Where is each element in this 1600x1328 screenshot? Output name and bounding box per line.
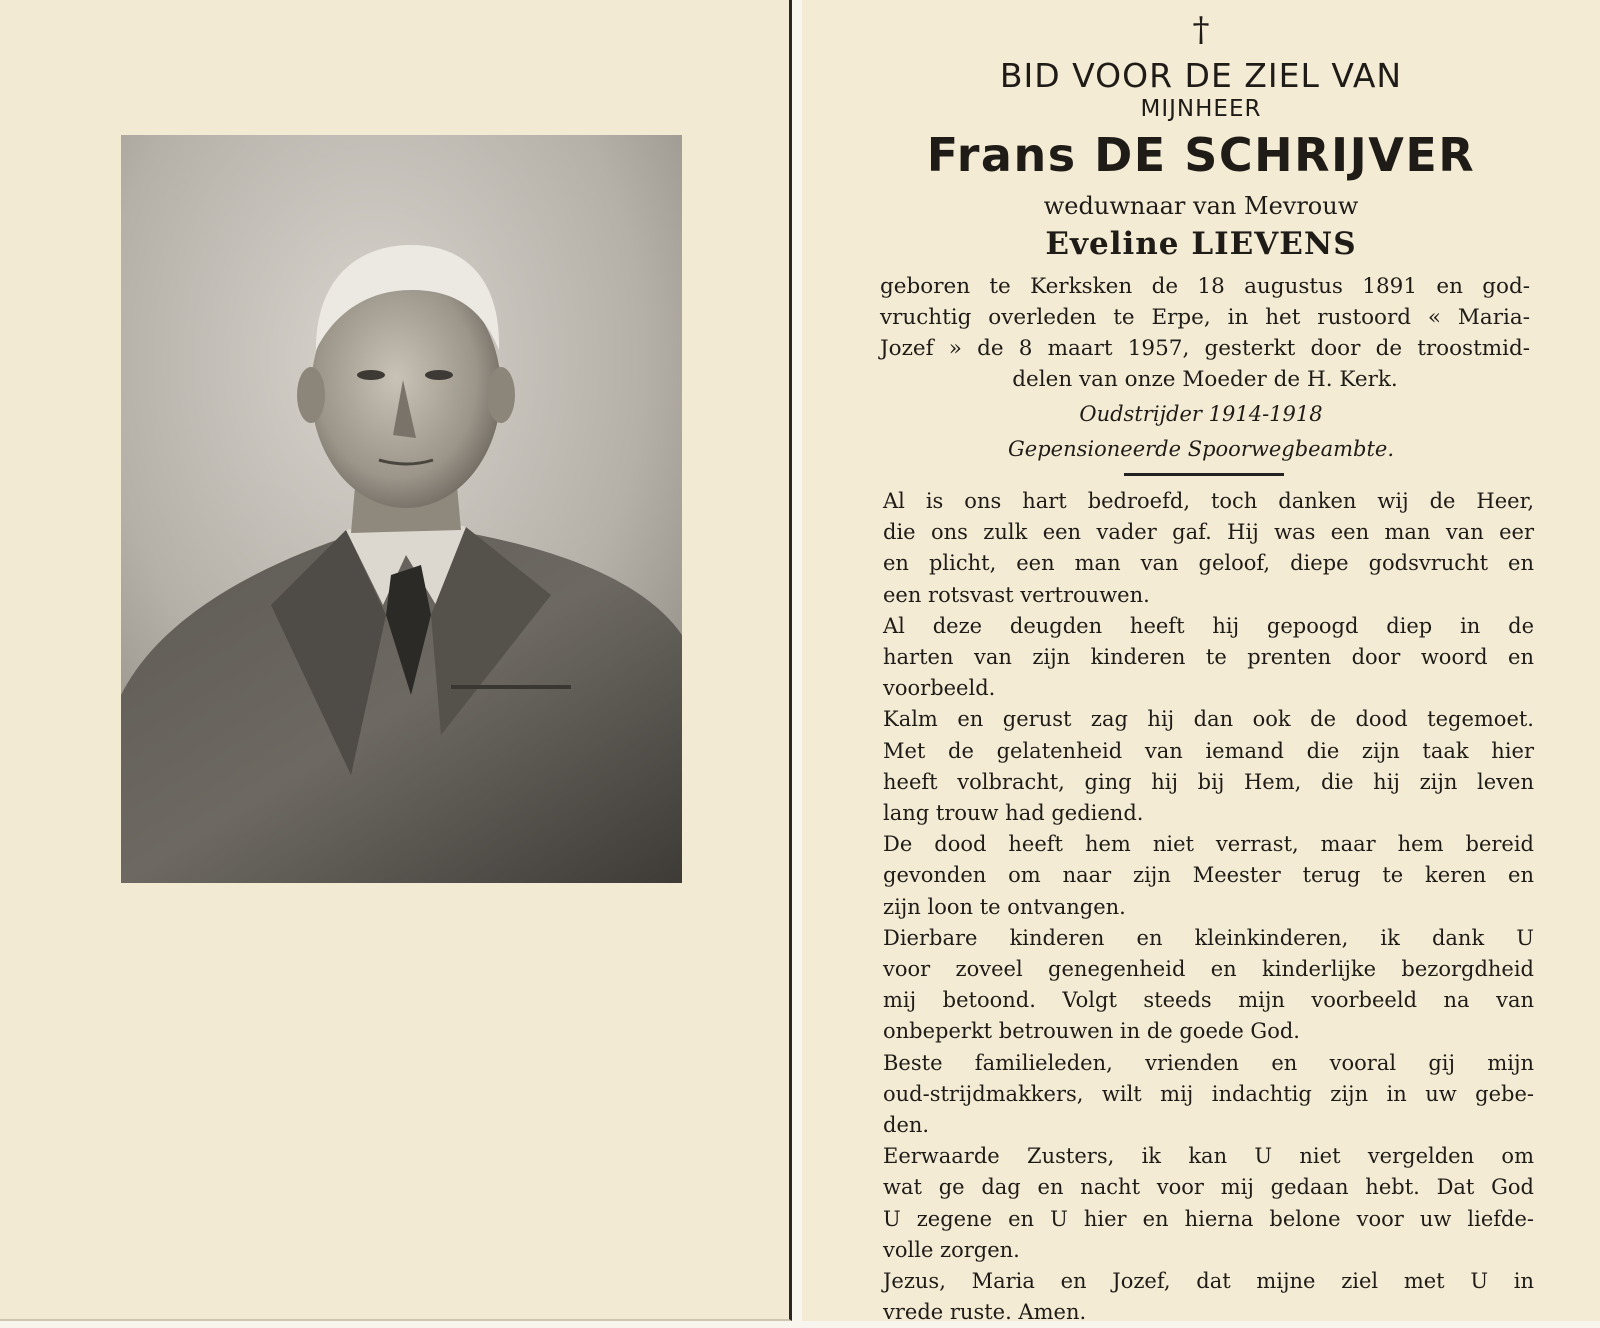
body-line: oud-strijdmakkers, wilt mij indachtig zijn in uw gebe- (883, 1081, 1534, 1106)
body-line: en plicht, een man van geloof, diepe godsvrucht en (883, 551, 1534, 576)
wife-name: Eveline LIEVENS (1045, 226, 1357, 262)
birth-line: Jozef » de 8 maart 1957, gesterkt door de troostmid- (880, 336, 1530, 361)
body-line: vrede ruste. Amen. (883, 1300, 1087, 1325)
body-line: De dood heeft hem niet verrast, maar hem bereid (883, 832, 1534, 857)
body-line: Met de gelatenheid van iemand die zijn taak hier (883, 738, 1534, 763)
title-prefix: MIJNHEER (1140, 96, 1262, 122)
memorial-text-card (802, 0, 1600, 1325)
body-line: voor zoveel genegenheid en kinderlijke bezorgdheid (883, 957, 1534, 982)
body-line: wat ge dag en nacht voor mij gedaan hebt. Dat God (883, 1175, 1534, 1200)
portrait-photo (121, 135, 682, 883)
birth-death-paragraph (880, 271, 1530, 395)
portrait-illustration (121, 135, 682, 883)
body-line: onbeperkt betrouwen in de goede God. (883, 1019, 1300, 1044)
body-line: U zegene en U hier en hierna belone voor uw liefde- (883, 1206, 1534, 1231)
body-line: Eerwaarde Zusters, ik kan U niet vergelden om (883, 1144, 1534, 1169)
veteran-line: Oudstrijder 1914-1918 (1079, 402, 1323, 426)
portrait-card (0, 0, 792, 1321)
body-line: een rotsvast vertrouwen. (883, 582, 1150, 607)
birth-line: vruchtig overleden te Erpe, in het rustoord « Maria- (880, 305, 1530, 330)
body-line: Al deze deugden heeft hij gepoogd diep in de (883, 613, 1534, 638)
body-line: Dierbare kinderen en kleinkinderen, ik dank U (883, 925, 1534, 950)
body-line: heeft volbracht, ging hij bij Hem, die hij zijn leven (883, 769, 1534, 794)
widower-line: weduwnaar van Mevrouw (1043, 192, 1359, 220)
body-line: die ons zulk een vader gaf. Hij was een man van eer (883, 520, 1534, 545)
body-line: Beste familieleden, vrienden en vooral gij mijn (883, 1050, 1534, 1075)
birth-line: geboren te Kerksken de 18 augustus 1891 en god- (880, 274, 1530, 299)
body-line: volle zorgen. (883, 1237, 1020, 1262)
body-line: Al is ons hart bedroefd, toch danken wij de Heer, (883, 489, 1534, 513)
memorial-body (883, 486, 1534, 1328)
body-line: harten van zijn kinderen te prenten door woord en (883, 645, 1534, 670)
body-line: Jezus, Maria en Jozef, dat mijne ziel met U in (883, 1269, 1534, 1294)
body-line: voorbeeld. (883, 676, 996, 701)
body-line: Kalm en gerust zag hij dan ook de dood tegemoet. (883, 707, 1534, 732)
deceased-name: Frans DE SCHRIJVER (926, 128, 1476, 182)
divider-rule (1124, 473, 1284, 476)
body-line: zijn loon te ontvangen. (883, 894, 1126, 919)
occupation-line: Gepensioneerde Spoorwegbeambte. (1008, 437, 1394, 461)
birth-line: delen van onze Moeder de H. Kerk. (1012, 367, 1398, 392)
body-line: gevonden om naar zijn Meester terug te keren en (883, 863, 1534, 888)
body-line: lang trouw had gediend. (883, 801, 1144, 826)
body-line: mij betoond. Volgt steeds mijn voorbeeld na van (883, 988, 1534, 1013)
cross-icon: † (1192, 10, 1210, 50)
body-line: den. (883, 1113, 930, 1138)
prayer-heading: BID VOOR DE ZIEL VAN (999, 56, 1403, 95)
